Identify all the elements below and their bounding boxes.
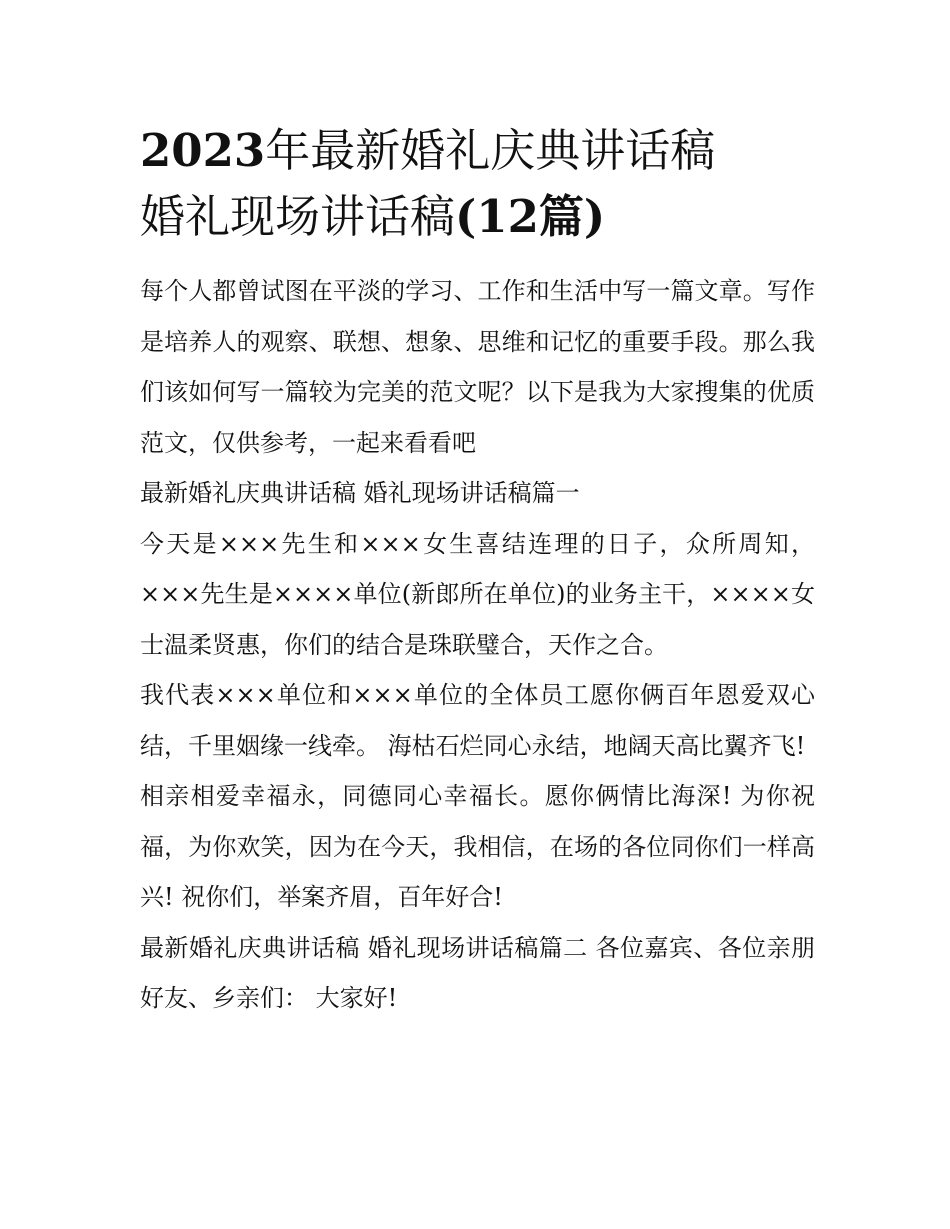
title-line-1: 2023年最新婚礼庆典讲话稿 — [140, 124, 716, 177]
paragraph-2: 我代表×××单位和×××单位的全体员工愿你俩百年恩爱双心结，千里姻缘一线牵。 海枯石烂同心永结，地阔天高比翼齐飞! — [140, 681, 815, 760]
paragraph-3: 相亲相爱幸福永，同德同心幸福长。愿你俩情比海深! 为你祝福，为你欢笑，因为在今天，我相信，在场的各位同你们一样高兴! 祝你们，举案齐眉，百年好合! — [140, 782, 815, 911]
document-body — [140, 266, 815, 1024]
document-title — [140, 118, 815, 250]
paragraph-1: 今天是×××先生和×××女生喜结连理的日子，众所周知，×××先生是××××单位(新郎所在单位)的业务主干，××××女士温柔贤惠，你们的结合是珠联璧合，天作之合。 — [140, 529, 815, 659]
title-line-2: 婚礼现场讲话稿(12篇) — [140, 190, 606, 243]
document-page — [140, 118, 815, 1024]
paragraph-intro: 每个人都曾试图在平淡的学习、工作和生活中写一篇文章。写作是培养人的观察、联想、想象、思维和记忆的重要手段。那么我们该如何写一篇较为完美的范文呢？以下是我为大家搜集的优质范文，仅供参考，一起来看看吧 — [140, 277, 815, 457]
section-heading-1: 最新婚礼庆典讲话稿 婚礼现场讲话稿篇一 — [140, 479, 580, 507]
section-heading-2: 最新婚礼庆典讲话稿 婚礼现场讲话稿篇二 各位嘉宾、各位亲朋好友、乡亲们： 大家好! — [140, 933, 815, 1012]
